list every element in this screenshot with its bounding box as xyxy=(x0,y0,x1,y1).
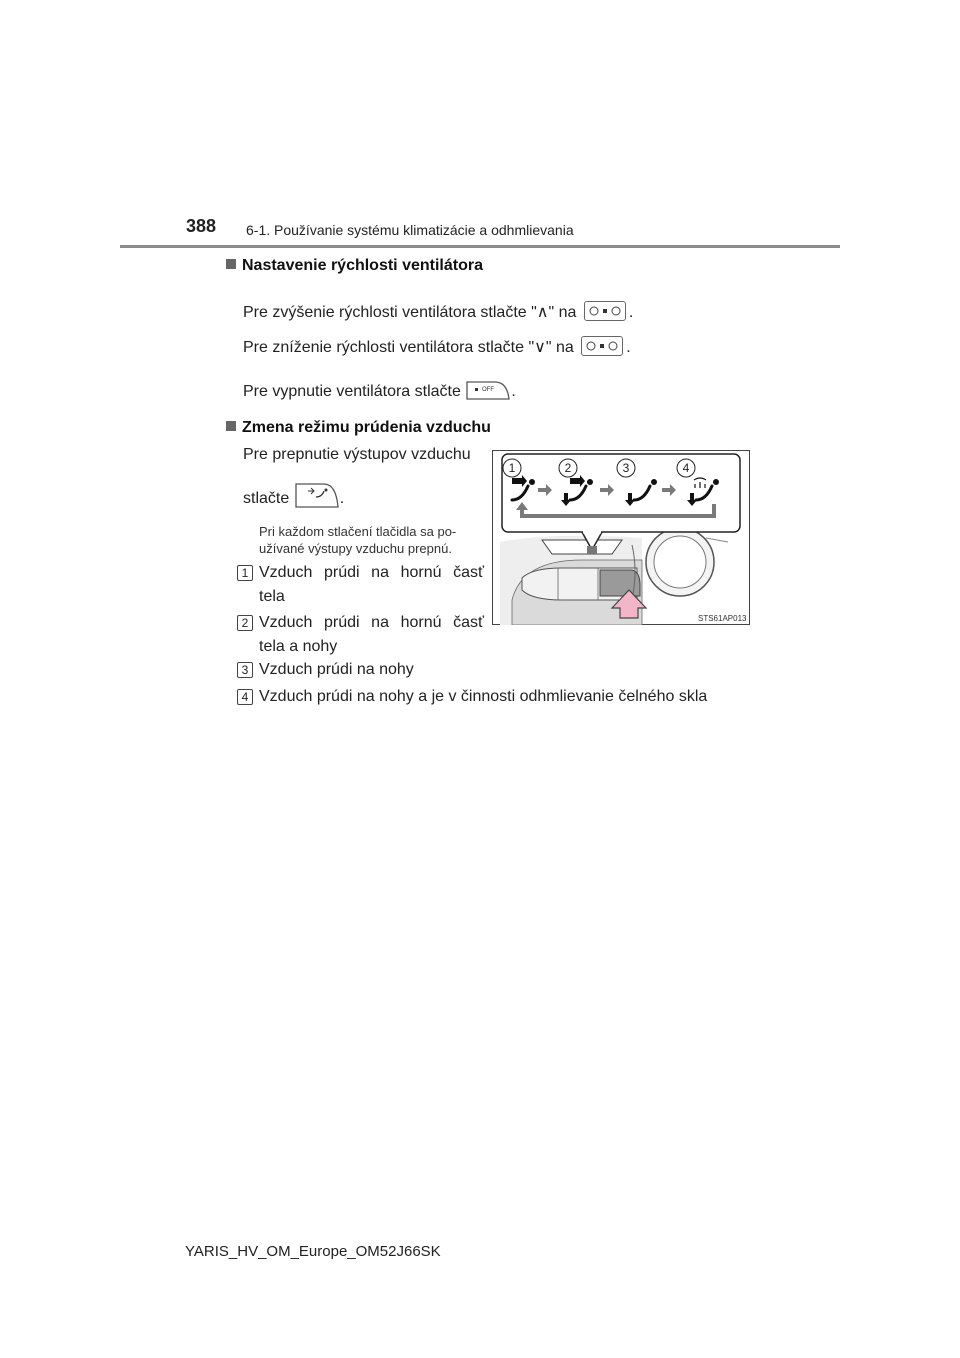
airflow-mode-illustration xyxy=(492,450,750,625)
svg-text:4: 4 xyxy=(682,461,690,475)
svg-text:OFF: OFF xyxy=(482,387,495,393)
chapter-title: 6-1. Používanie systému klimatizácie a odhmlievania xyxy=(246,222,574,238)
airflow-mode-button-icon xyxy=(294,481,340,509)
list-item: Vzduch prúdi na nohy xyxy=(259,661,414,678)
fan-off-button-icon xyxy=(465,379,511,401)
section-heading-fan-speed: Nastavenie rýchlosti ventilátora xyxy=(226,257,483,275)
figure-code: STS61AP013 xyxy=(698,614,747,623)
fan-speed-button-icon xyxy=(584,301,626,321)
airflow-note: Pri každom stlačení tlačidla sa po- užívané výstupy vzduchu prepnú. xyxy=(259,524,457,556)
fan-speed-button-icon xyxy=(581,336,623,356)
fan-increase-line: Pre zvýšenie rýchlosti ventilátora stlačte "∧" na . xyxy=(243,302,633,323)
document-id: YARIS_HV_OM_Europe_OM52J66SK xyxy=(185,1243,441,1260)
list-item: Vzduch prúdi na hornú časť tela xyxy=(259,564,484,605)
item-number-3: 3 xyxy=(237,662,253,678)
airflow-intro-line1: Pre prepnutie výstupov vzduchu xyxy=(243,446,471,463)
item-number-4: 4 xyxy=(237,689,253,705)
airflow-intro-line2: stlačte . xyxy=(243,485,344,513)
fan-off-line: Pre vypnutie ventilátora stlačte OFF . xyxy=(243,381,516,403)
bullet-square-icon xyxy=(226,259,236,269)
bullet-square-icon xyxy=(226,421,236,431)
header-rule xyxy=(120,245,840,248)
section-heading-airflow-mode: Zmena režimu prúdenia vzduchu xyxy=(226,419,491,437)
item-number-2: 2 xyxy=(237,615,253,631)
svg-text:2: 2 xyxy=(564,461,572,475)
svg-text:1: 1 xyxy=(508,461,516,475)
item-number-1: 1 xyxy=(237,565,253,581)
svg-text:3: 3 xyxy=(622,461,630,475)
list-item: Vzduch prúdi na nohy a je v činnosti odhmlievanie čelného skla xyxy=(259,688,708,705)
list-item: Vzduch prúdi na hornú časť tela a nohy xyxy=(259,614,484,655)
fan-decrease-line: Pre zníženie rýchlosti ventilátora stlačte "∨" na . xyxy=(243,337,631,358)
page-number: 388 xyxy=(186,216,217,236)
